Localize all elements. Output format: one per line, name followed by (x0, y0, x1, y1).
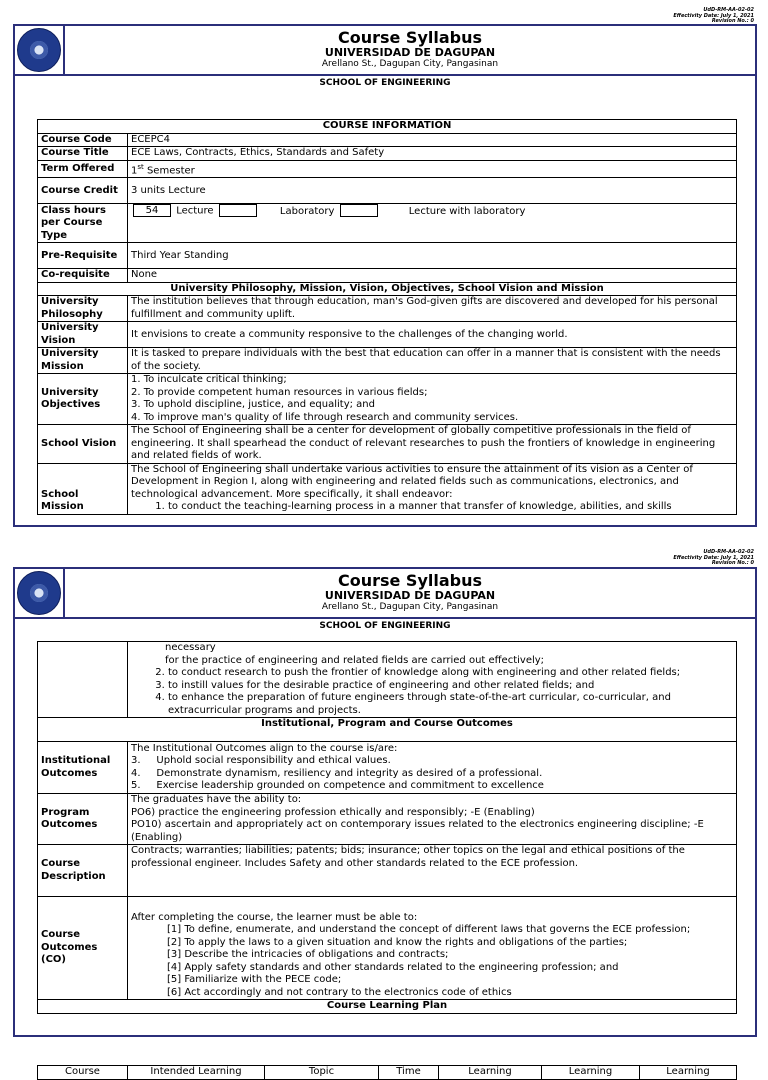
school-mission-text (128, 463, 737, 514)
pmv-heading: University Philosophy, Mission, Vision, Objectives, School Vision and Mission (38, 282, 737, 296)
revision-number: Revision No.: 0 (711, 18, 754, 24)
philosophy-text: The institution believes that through education, man's God-given gifts are discovered and developed for his personal fulfillment and community uplift. (128, 296, 737, 322)
learning-plan-header-table (37, 1065, 737, 1080)
syllabus-body (13, 615, 757, 1077)
course-information-table (37, 119, 737, 515)
mission-label: University Mission (38, 348, 128, 374)
list-item: 3. Uphold social responsibility and ethical values. (131, 755, 391, 766)
table-row (38, 742, 737, 794)
philosophy-label: University Philosophy (38, 296, 128, 322)
document-control-info (673, 550, 754, 567)
table-row (38, 120, 737, 134)
doc-code: UdD-RM-AA-02-02 (703, 549, 754, 555)
doc-code: UdD-RM-AA-02-02 (703, 7, 754, 13)
term-text: Semester (143, 164, 195, 176)
list-item: 4. to enhance the preparation of future engineers through state-of-the-art curricular, co-curricular, and extracurricular programs and projects. (168, 692, 733, 717)
list-item: PO6) practice the engineering profession ethically and responsibly; -E (Enabling) (131, 806, 535, 818)
term-number: 1 (131, 164, 138, 176)
list-item: 3. to instill values for the desirable practice of engineering and other related fields; and (168, 680, 733, 693)
list-item: [3] Describe the intricacies of obligations and contracts; (167, 949, 449, 960)
table-row (38, 178, 737, 204)
course-title-value: ECE Laws, Contracts, Ethics, Standards and Safety (128, 147, 737, 161)
list-item: 3. To uphold discipline, justice, and equality; and (131, 399, 375, 411)
table-row (38, 642, 737, 718)
course-code-value: ECEPC4 (128, 133, 737, 147)
school-mission-continued (128, 642, 737, 718)
continued-item-1-text: for the practice of engineering and related fields are carried out effectively; (165, 654, 545, 666)
table-row (38, 897, 737, 1000)
term-label: Term Offered (38, 160, 128, 178)
course-outcomes-label: Course Outcomes (CO) (38, 897, 128, 1000)
course-info-heading: COURSE INFORMATION (38, 120, 737, 134)
laboratory-checkbox (340, 204, 378, 217)
table-row (38, 845, 737, 897)
table-row (38, 794, 737, 845)
table-row (38, 282, 737, 296)
school-mission-intro: The School of Engineering shall undertake various activities to ensure the attainment of its vision as a Center of Development in Region I, along with engineering and related fields such as communications, electronics, and technological advancement. More specifically, it shall endeavor: (131, 463, 693, 500)
lecture-option-label: Lecture (176, 205, 214, 217)
syllabus-header (13, 24, 757, 76)
list-item: [2] To apply the laws to a given situation and know the rights and obligations of the parties; (167, 936, 628, 948)
list-item: 1. To inculcate critical thinking; (131, 374, 287, 386)
table-row (38, 1000, 737, 1014)
lecture-checkbox (219, 204, 257, 217)
term-suffix: st (137, 162, 144, 171)
term-value (128, 160, 737, 178)
table-row (38, 348, 737, 374)
learning-plan-heading: Course Learning Plan (38, 1000, 737, 1014)
school-vision-text: The School of Engineering shall be a center for development of globally competitive professionals in the field of engineering. It shall spearhead the conduct of relevant researches to push the frontiers of knowledge in engineering and related fields of work. (128, 425, 737, 464)
column-header-course: Course (38, 1066, 128, 1080)
list-item: 4. Demonstrate dynamism, resiliency and integrity as desired of a professional. (131, 767, 543, 779)
program-intro: The graduates have the ability to: (131, 794, 302, 805)
list-item: 4. To improve man's quality of life through research and community services. (131, 411, 519, 423)
program-outcomes-text (128, 794, 737, 845)
class-hours-value (128, 204, 737, 243)
outcomes-intro: The Institutional Outcomes align to the course is/are: (131, 742, 398, 754)
institutional-outcomes-label: Institutional Outcomes (38, 742, 128, 794)
table-row (38, 718, 737, 742)
university-address: Arellano St., Dagupan City, Pangasinan (321, 602, 499, 612)
list-item: [4] Apply safety standards and other standards related to the engineering profession; and (167, 961, 619, 973)
list-item: [5] Familiarize with the PECE code; (167, 974, 342, 985)
syllabus-header (13, 567, 757, 619)
prerequisite-label: Pre-Requisite (38, 243, 128, 269)
outcomes-table (37, 641, 737, 1014)
objectives-list (128, 374, 737, 425)
school-mission-label: School Mission (38, 463, 128, 514)
outcomes-heading: Institutional, Program and Course Outcomes (38, 718, 737, 742)
list-item: [6] Act accordingly and not contrary to the electronics code of ethics (167, 986, 512, 998)
prerequisite-value: Third Year Standing (128, 243, 737, 269)
university-name: UNIVERSIDAD DE DAGUPAN (324, 589, 496, 602)
syllabus-body (13, 72, 757, 527)
credit-label: Course Credit (38, 178, 128, 204)
course-code-label: Course Code (38, 133, 128, 147)
vision-text: It envisions to create a community responsive to the challenges of the changing world. (128, 322, 737, 348)
column-header-intended-learning: Intended Learning (128, 1066, 265, 1080)
course-description-text: Contracts; warranties; liabilities; patents; bids; insurance; other topics on the legal and ethical positions of the professional engineer. Includes Safety and other standards related to the ECE profession. (128, 845, 737, 897)
school-name: SCHOOL OF ENGINEERING (319, 621, 451, 631)
list-item: 1. to conduct the teaching-learning process in a manner that transfer of knowledge, abilities, and skills (168, 501, 733, 514)
list-item: 2. to conduct research to push the frontier of knowledge along with engineering and other related fields; (168, 667, 733, 680)
university-address: Arellano St., Dagupan City, Pangasinan (321, 59, 499, 69)
lecture-lab-option-label: Lecture with laboratory (408, 205, 526, 217)
institutional-outcomes-text (128, 742, 737, 794)
table-row (38, 425, 737, 464)
column-header-learning-2: Learning (542, 1066, 640, 1080)
university-seal-logo (17, 28, 61, 72)
column-header-learning-1: Learning (439, 1066, 542, 1080)
school-name: SCHOOL OF ENGINEERING (319, 78, 451, 88)
effectivity-date: Effectivity Date: July 1, 2021 (673, 554, 754, 561)
table-row (38, 1066, 737, 1080)
program-outcomes-label: Program Outcomes (38, 794, 128, 845)
column-header-topic: Topic (265, 1066, 379, 1080)
table-row (38, 243, 737, 269)
table-row (38, 147, 737, 161)
table-row (38, 296, 737, 322)
mission-text: It is tasked to prepare individuals with the best that education can offer in a manner that is consistent with the needs of the society. (128, 348, 737, 374)
continued-phrase (528, 642, 733, 655)
course-title-label: Course Title (38, 147, 128, 161)
table-row (38, 269, 737, 283)
course-outcomes-text (128, 897, 737, 1000)
column-header-time: Time (379, 1066, 439, 1080)
table-row (38, 322, 737, 348)
laboratory-option-label: Laboratory (279, 205, 335, 217)
column-header-learning-3: Learning (640, 1066, 737, 1080)
course-outcomes-intro: After completing the course, the learner must be able to: (131, 911, 418, 923)
credit-value: 3 units Lecture (128, 178, 737, 204)
objectives-label: University Objectives (38, 374, 128, 425)
list-item: 2. To provide competent human resources in various fields; (131, 386, 428, 398)
revision-number: Revision No.: 0 (711, 560, 754, 566)
continued-word: necessary (165, 642, 216, 653)
effectivity-date: Effectivity Date: July 1, 2021 (673, 12, 754, 19)
document-control-info (673, 8, 754, 25)
lecture-hours-box: 54 (133, 204, 171, 217)
empty-label-cell (38, 642, 128, 718)
corequisite-label: Co-requisite (38, 269, 128, 283)
list-item: PO10) ascertain and appropriately act on contemporary issues related to the electronics engineering discipline; -E (Enabling) (131, 819, 704, 843)
vision-label: University Vision (38, 322, 128, 348)
university-name: UNIVERSIDAD DE DAGUPAN (324, 46, 496, 59)
page-title: Course Syllabus (337, 571, 483, 590)
school-vision-label: School Vision (38, 425, 128, 464)
list-item: [1] To define, enumerate, and understand the concept of different laws that governs the ECE profession; (167, 924, 691, 935)
course-description-label: Course Description (38, 845, 128, 897)
table-row (38, 133, 737, 147)
table-row (38, 160, 737, 178)
page-title: Course Syllabus (337, 28, 483, 47)
university-seal-logo (17, 571, 61, 615)
table-row (38, 374, 737, 425)
table-row (38, 463, 737, 514)
class-hours-label: Class hours per Course Type (38, 204, 128, 243)
list-item: 5. Exercise leadership grounded on competence and commitment to excellence (131, 780, 544, 791)
corequisite-value: None (128, 269, 737, 283)
table-row (38, 204, 737, 243)
